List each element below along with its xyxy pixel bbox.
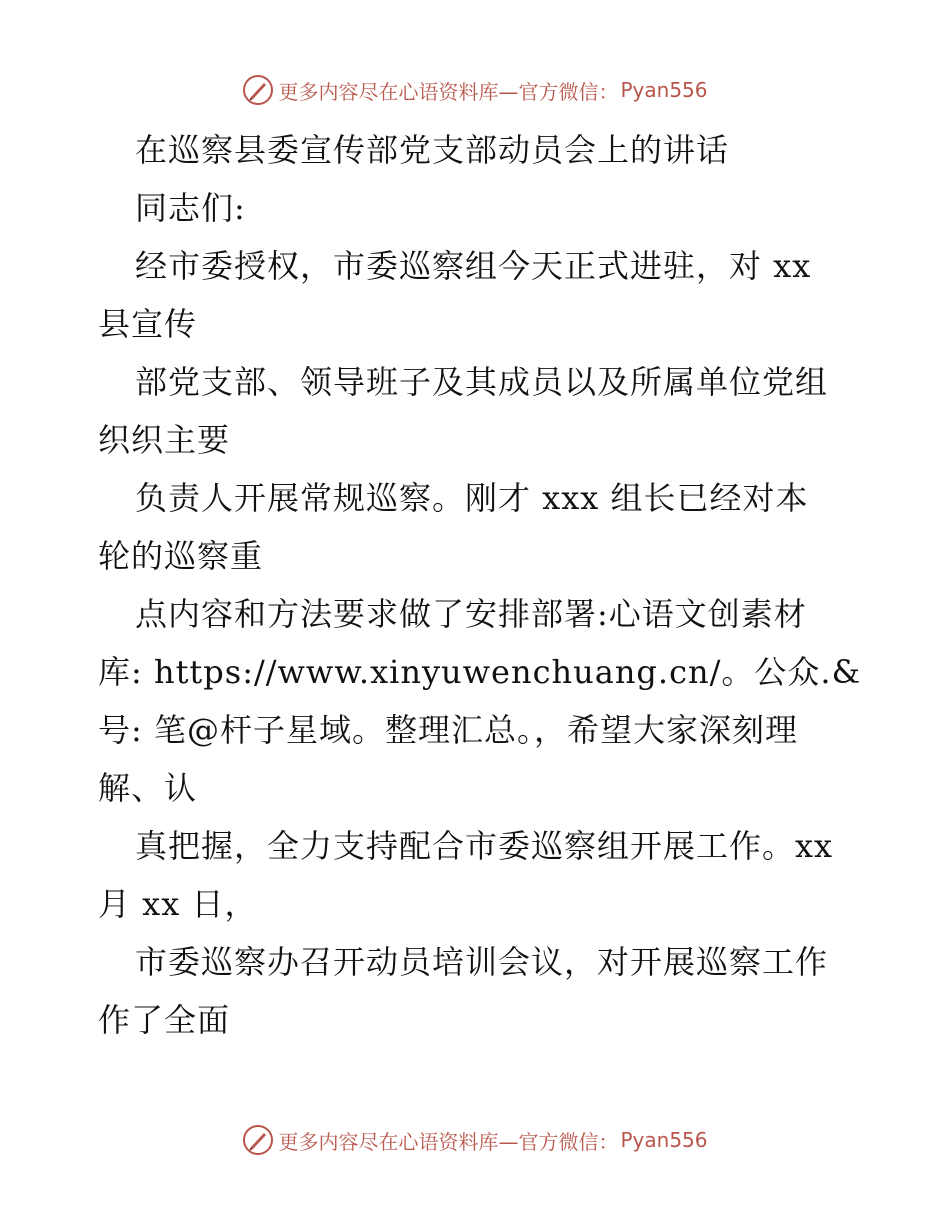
- text-line: 月 xx 日，: [98, 885, 258, 923]
- text-line: 点内容和方法要求做了安排部署:心语文创素材: [135, 595, 807, 633]
- text-line: 经市委授权，市委巡察组今天正式进驻，对 xx: [135, 247, 812, 285]
- text-line: 真把握，全力支持配合市委巡察组开展工作。xx: [135, 827, 834, 865]
- header-watermark: [0, 70, 950, 110]
- text-line: 县宣传: [98, 305, 198, 343]
- watermark-wechat-id: Pyan556: [620, 78, 708, 102]
- text-line: 作了全面: [98, 1001, 231, 1039]
- watermark-text: 更多内容尽在心语资料库—官方微信：: [278, 79, 619, 104]
- text-line: 号: 笔@杆子星域。整理汇总。，希望大家深刻理: [98, 711, 798, 749]
- watermark-text: 更多内容尽在心语资料库—官方微信：: [278, 1129, 619, 1154]
- text-line: 部党支部、领导班子及其成员以及所属单位党组: [135, 363, 829, 401]
- text-line: 市委巡察办召开动员培训会议，对开展巡察工作: [135, 943, 829, 981]
- quill-logo-icon: [242, 74, 274, 106]
- text-line: 轮的巡察重: [98, 537, 264, 575]
- text-line: 库: https://www.xinyuwenchuang.cn/。公众.&: [98, 653, 862, 691]
- text-line: 负责人开展常规巡察。刚才 xxx 组长已经对本: [135, 479, 809, 517]
- text-line: 解、认: [98, 769, 198, 807]
- text-line: 同志们:: [135, 189, 246, 227]
- footer-watermark: [0, 1120, 950, 1160]
- quill-logo-icon: [242, 1124, 274, 1156]
- document-title: 在巡察县委宣传部党支部动员会上的讲话: [135, 131, 730, 169]
- watermark-wechat-id: Pyan556: [620, 1128, 708, 1152]
- text-line: 织织主要: [98, 421, 231, 459]
